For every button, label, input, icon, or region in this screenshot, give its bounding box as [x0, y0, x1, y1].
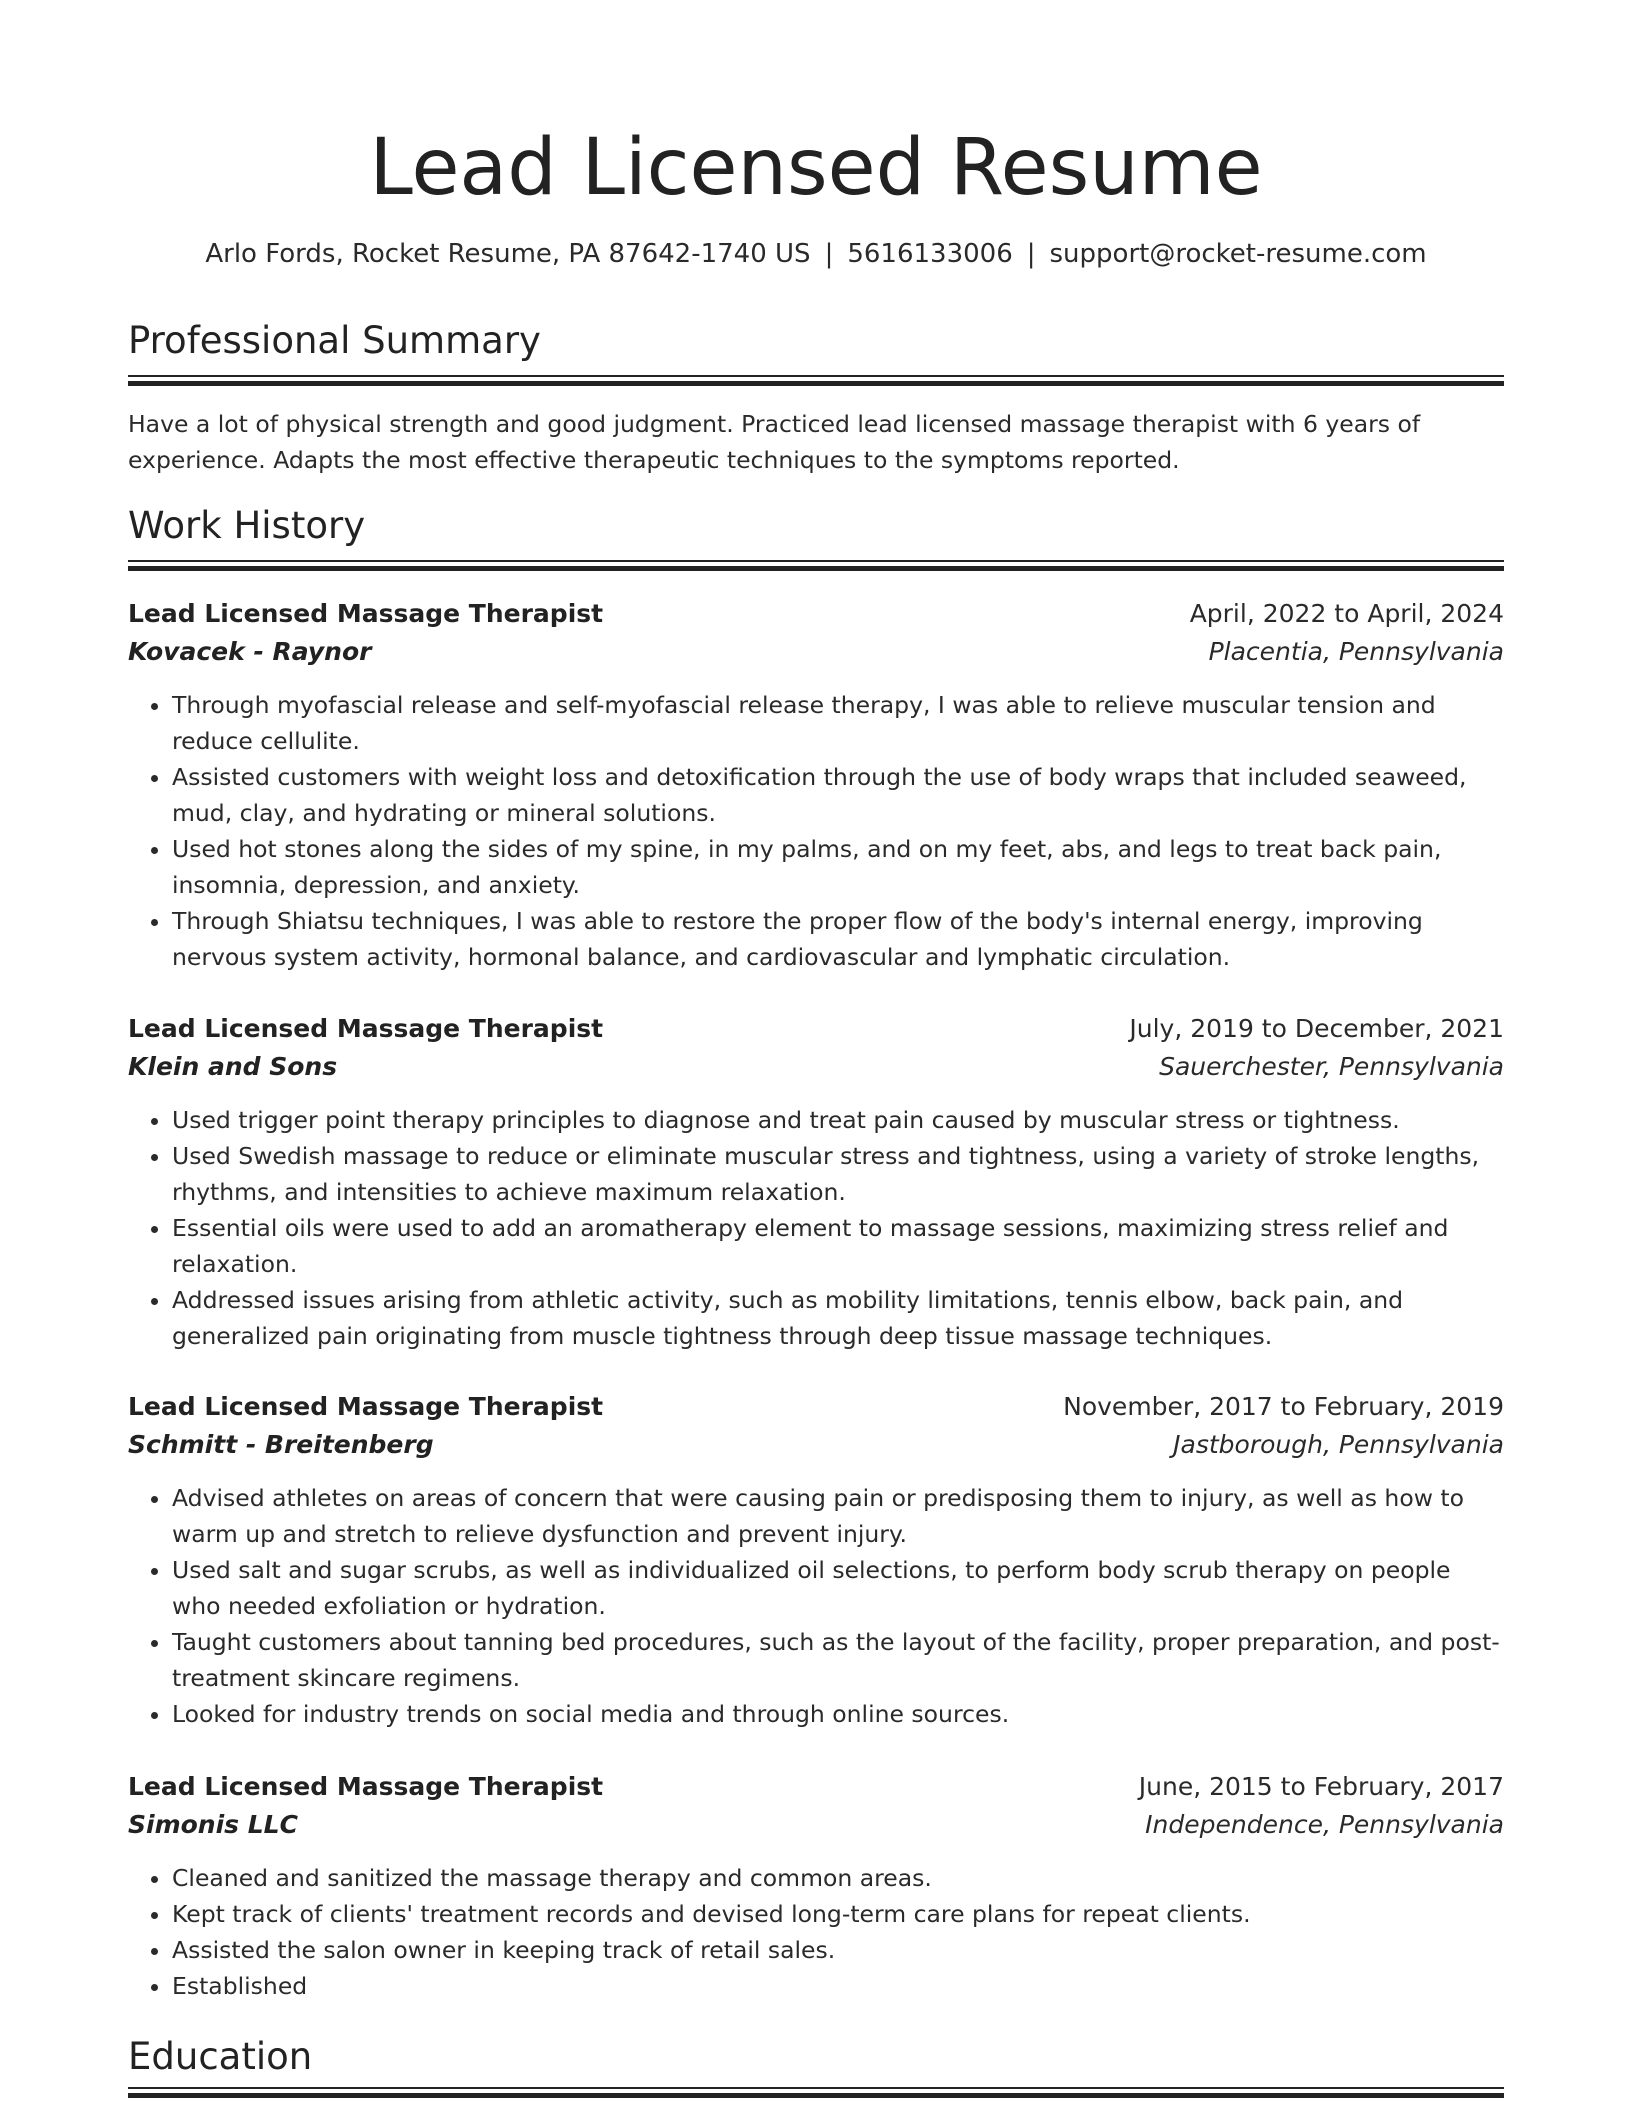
job-dates: November, 2017 to February, 2019 [1063, 1392, 1504, 1421]
job-bullet: • Used salt and sugar scrubs, as well as individualized oil selections, to perform body scrub therapy on people who needed exfoliation or hydration. [172, 1552, 1504, 1624]
job-title: Lead Licensed Massage Therapist [128, 1772, 604, 1801]
work-heading: Work History [128, 504, 366, 547]
contact-line [0, 234, 1632, 274]
job-bullets [128, 1102, 1504, 1354]
job-bullet: • Cleaned and sanitized the massage therapy and common areas. [172, 1860, 1504, 1896]
job-bullets [128, 1480, 1504, 1732]
job-entry [128, 595, 1504, 975]
job-location: Placentia, Pennsylvania [1208, 637, 1504, 666]
education-heading: Education [128, 2035, 313, 2078]
job-bullet: • Through myofascial release and self-myofascial release therapy, I was able to relieve muscular tension and reduce cellulite. [172, 687, 1504, 759]
job-location: Sauerchester, Pennsylvania [1159, 1052, 1504, 1081]
contact-separator: | [1026, 239, 1036, 269]
contact-email: support@rocket-resume.com [1049, 239, 1427, 269]
contact-address: Arlo Fords, Rocket Resume, PA 87642-1740 US [205, 239, 811, 269]
job-entry [128, 1388, 1504, 1732]
job-bullet: • Assisted the salon owner in keeping track of retail sales. [172, 1932, 1504, 1968]
summary-heading: Professional Summary [128, 319, 541, 362]
job-dates: April, 2022 to April, 2024 [1189, 599, 1504, 628]
job-bullet: • Used hot stones along the sides of my spine, in my palms, and on my feet, abs, and legs to treat back pain, insomnia, depression, and anxiety. [172, 831, 1504, 903]
job-title: Lead Licensed Massage Therapist [128, 599, 604, 628]
job-bullets [128, 1860, 1504, 2004]
job-dates: July, 2019 to December, 2021 [1129, 1014, 1504, 1043]
job-bullet: • Essential oils were used to add an aromatherapy element to massage sessions, maximizing stress relief and relaxation. [172, 1210, 1504, 1282]
contact-separator: | [824, 239, 834, 269]
section-divider [128, 560, 1504, 570]
job-location: Independence, Pennsylvania [1145, 1810, 1504, 1839]
job-bullet: • Kept track of clients' treatment records and devised long-term care plans for repeat clients. [172, 1896, 1504, 1932]
job-company: Klein and Sons [128, 1052, 338, 1081]
resume-title: Lead Licensed Resume [369, 123, 1263, 213]
job-location: Jastborough, Pennsylvania [1173, 1430, 1504, 1459]
education-section-header [128, 2033, 1504, 2081]
job-bullet: • Addressed issues arising from athletic activity, such as mobility limitations, tennis elbow, back pain, and generalized pain originating from muscle tightness through deep tissue massage techniques. [172, 1282, 1504, 1354]
job-bullet: • Used trigger point therapy principles to diagnose and treat pain caused by muscular stress or tightness. [172, 1102, 1504, 1138]
job-bullet: • Taught customers about tanning bed procedures, such as the layout of the facility, proper preparation, and post-treatment skincare regimens. [172, 1624, 1504, 1696]
job-entry [128, 1768, 1504, 2004]
job-bullet: • Advised athletes on areas of concern that were causing pain or predisposing them to injury, as well as how to warm up and stretch to relieve dysfunction and prevent injury. [172, 1480, 1504, 1552]
job-bullet: • Assisted customers with weight loss and detoxification through the use of body wraps that included seaweed, mud, clay, and hydrating or mineral solutions. [172, 759, 1504, 831]
job-bullet: • Through Shiatsu techniques, I was able to restore the proper flow of the body's internal energy, improving nervous system activity, hormonal balance, and cardiovascular and lymphatic circulation. [172, 903, 1504, 975]
job-bullets [128, 687, 1504, 975]
summary-section-header [128, 317, 1504, 365]
summary-text: Have a lot of physical strength and good judgment. Practiced lead licensed massage therapist with 6 years of experience. Adapts the most effective therapeutic techniques to the symptoms reported. [128, 410, 1421, 474]
job-entry [128, 1010, 1504, 1354]
job-bullet: • Looked for industry trends on social media and through online sources. [172, 1696, 1504, 1732]
section-divider [128, 2087, 1504, 2097]
job-title: Lead Licensed Massage Therapist [128, 1014, 604, 1043]
job-bullet: • Used Swedish massage to reduce or eliminate muscular stress and tightness, using a variety of stroke lengths, rhythms, and intensities to achieve maximum relaxation. [172, 1138, 1504, 1210]
work-section-header [128, 502, 1504, 550]
job-company: Simonis LLC [128, 1810, 298, 1839]
contact-phone: 5616133006 [847, 239, 1013, 269]
job-title: Lead Licensed Massage Therapist [128, 1392, 604, 1421]
job-dates: June, 2015 to February, 2017 [1138, 1772, 1504, 1801]
job-bullet: • Established [172, 1968, 1504, 2004]
job-company: Kovacek - Raynor [128, 637, 372, 666]
job-company: Schmitt - Breitenberg [128, 1430, 434, 1459]
section-divider [128, 375, 1504, 385]
